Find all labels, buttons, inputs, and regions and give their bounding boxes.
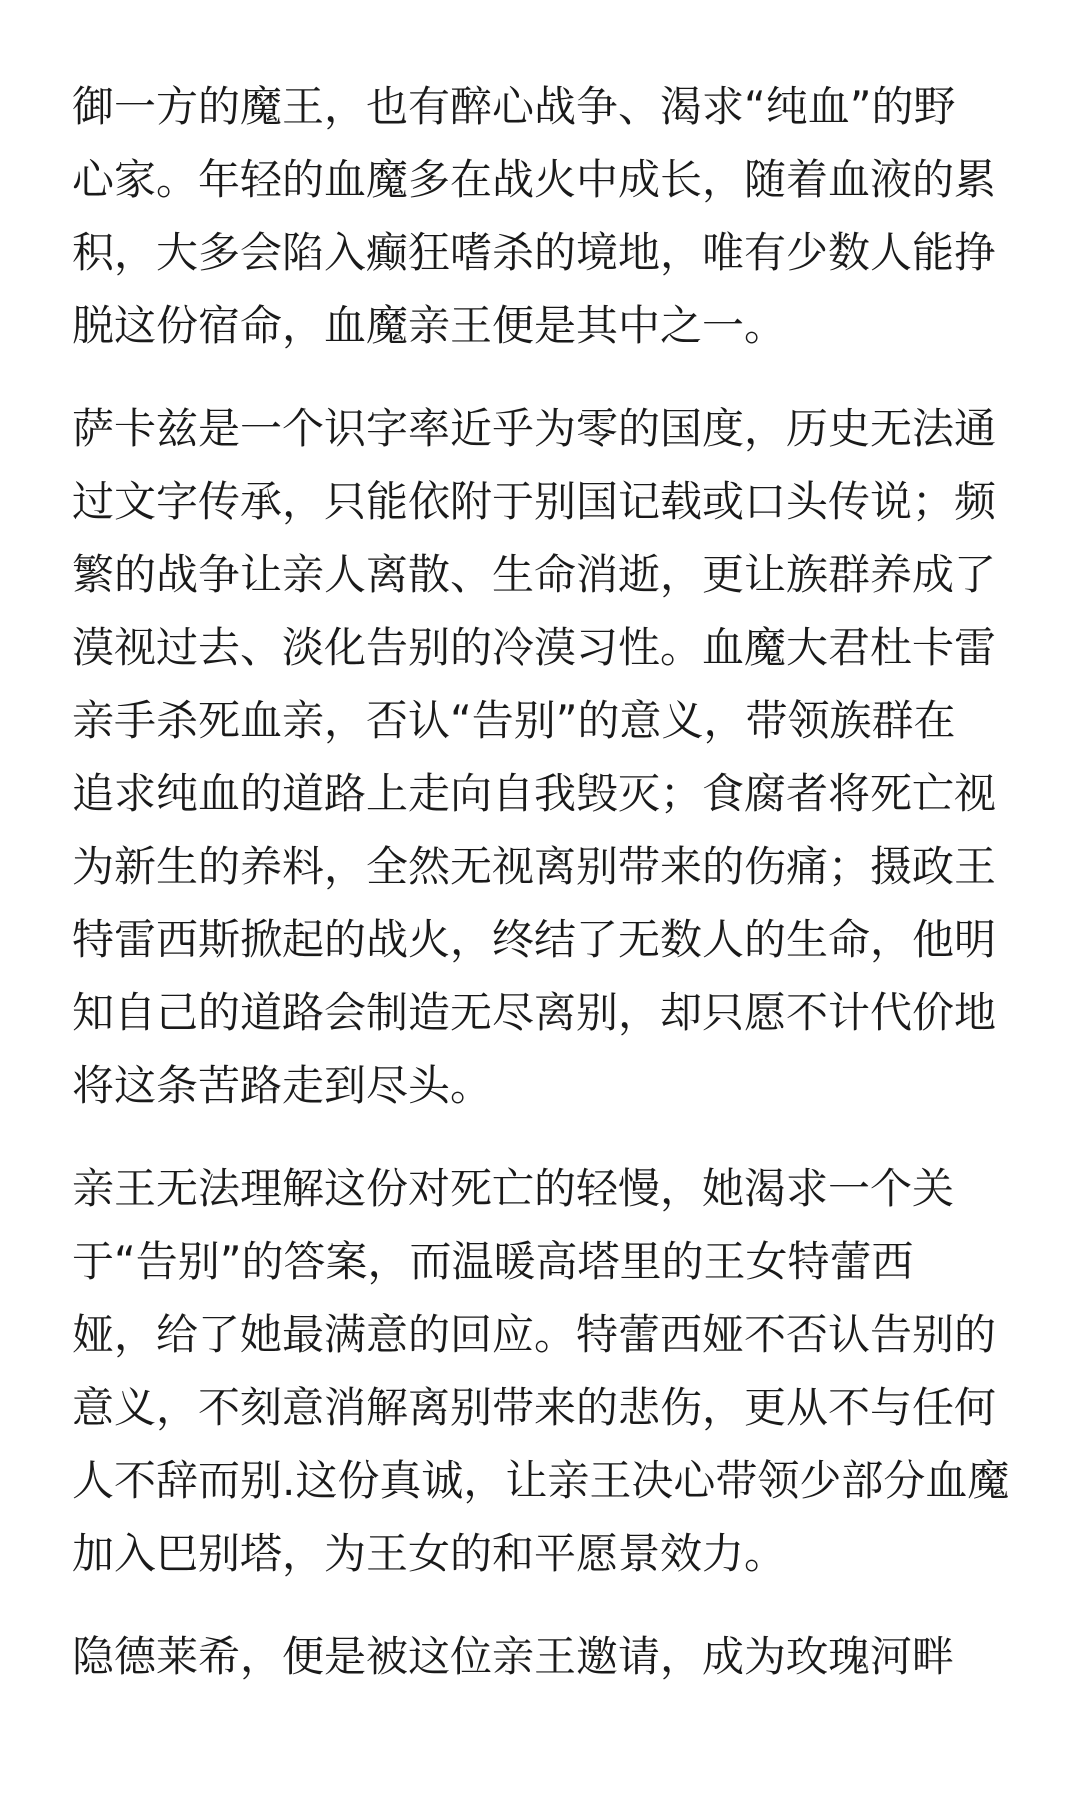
text-line: 意义，不刻意消解离别带来的悲伤，更从不与任何 bbox=[72, 1383, 997, 1432]
text-line: 追求纯血的道路上走向自我毁灭；食腐者将死亡视 bbox=[72, 769, 997, 818]
text-line: 加入巴别塔，为王女的和平愿景效力。 bbox=[72, 1529, 787, 1578]
text-line: 为新生的养料，全然无视离别带来的伤痛；摄政王 bbox=[72, 842, 997, 891]
text-line: 隐德莱希，便是被这位亲王邀请，成为玫瑰河畔 bbox=[72, 1632, 955, 1681]
text-line: 知自己的道路会制造无尽离别，却只愿不计代价地 bbox=[72, 988, 997, 1037]
text-line: 特雷西斯掀起的战火，终结了无数人的生命，他明 bbox=[72, 915, 997, 964]
text-line: 娅，给了她最满意的回应。特蕾西娅不否认告别的 bbox=[72, 1310, 997, 1359]
paragraph-3 bbox=[72, 1152, 1012, 1590]
paragraph-4 bbox=[72, 1620, 1012, 1693]
text-line: 萨卡兹是一个识字率近乎为零的国度，历史无法通 bbox=[72, 404, 997, 453]
text-line: 繁的战争让亲人离散、生命消逝，更让族群养成了 bbox=[72, 550, 997, 599]
text-line: 人不辞而别.这份真诚，让亲王决心带领少部分血魔 bbox=[72, 1456, 1010, 1505]
article-body bbox=[72, 70, 1012, 1723]
text-line: 积，大多会陷入癫狂嗜杀的境地，唯有少数人能挣 bbox=[72, 228, 997, 277]
paragraph-2 bbox=[72, 392, 1012, 1122]
text-line: 于“告别”的答案，而温暖高塔里的王女特蕾西 bbox=[72, 1237, 914, 1286]
paragraph-1 bbox=[72, 70, 1012, 362]
text-line: 过文字传承，只能依附于别国记载或口头传说；频 bbox=[72, 477, 997, 526]
text-line: 将这条苦路走到尽头。 bbox=[72, 1061, 493, 1110]
text-line: 心家。年轻的血魔多在战火中成长，随着血液的累 bbox=[72, 155, 997, 204]
text-line: 漠视过去、淡化告别的冷漠习性。血魔大君杜卡雷 bbox=[72, 623, 997, 672]
text-line: 脱这份宿命，血魔亲王便是其中之一。 bbox=[72, 301, 787, 350]
text-line: 亲手杀死血亲，否认“告别”的意义，带领族群在 bbox=[72, 696, 956, 745]
text-line: 御一方的魔王，也有醉心战争、渴求“纯血”的野 bbox=[72, 82, 956, 131]
text-line: 亲王无法理解这份对死亡的轻慢，她渴求一个关 bbox=[72, 1164, 955, 1213]
